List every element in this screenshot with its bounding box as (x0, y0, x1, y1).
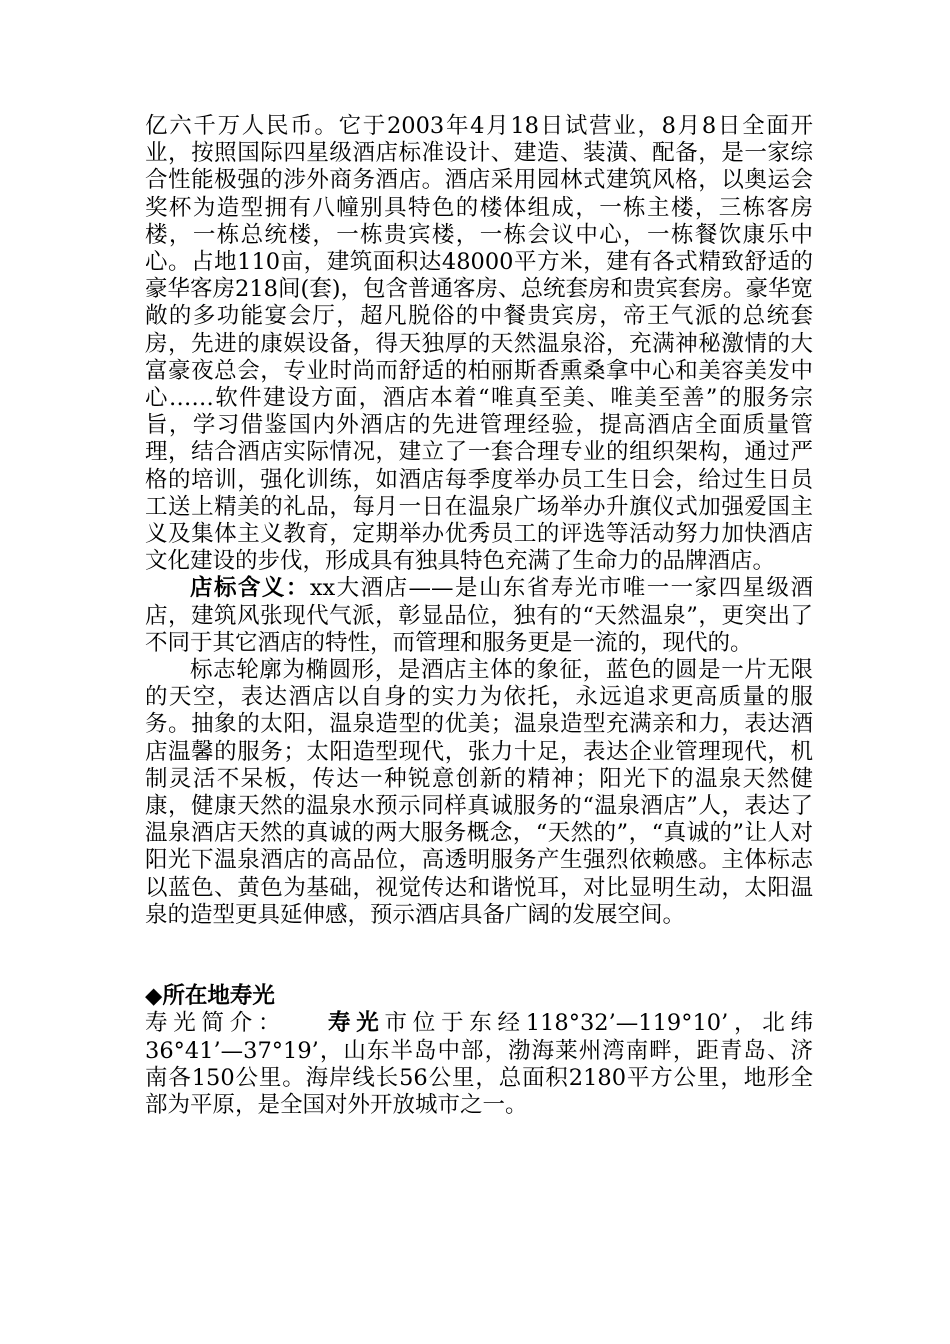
shouguang-bold-name: 寿光 (322, 1010, 385, 1037)
document-page (145, 113, 813, 1119)
shouguang-intro-label: 寿光简介： (145, 1010, 287, 1037)
shouguang-intro-text: 市位于东经118°32’—119°10’，北纬36°41’—37°19’，山东半岛中部，渤海莱州湾南畔，距青岛、济南各150公里。海岸线长56公里，总面积2180平方公里，地形全部为平原，是全国对外开放城市之一。 (145, 1010, 813, 1118)
logo-meaning-label: 店标含义： (190, 575, 310, 602)
blank-gap (145, 929, 813, 983)
paragraph-shouguang-intro (145, 1010, 813, 1119)
section-heading (145, 983, 813, 1010)
paragraph-hotel-intro: 亿六千万人民币。它于2003年4月18日试营业，8月8日全面开业，按照国际四星级酒店标准设计、建造、装潢、配备，是一家综合性能极强的涉外商务酒店。酒店采用园林式建筑风格，以奥运会奖杯为造型拥有八幢别具特色的楼体组成，一栋主楼，三栋客房楼，一栋总统楼，一栋贵宾楼，一栋会议中心，一栋餐饮康乐中心。占地110亩，建筑面积达48000平方米，建有各式精致舒适的豪华客房218间(套)，包含普通客房、总统套房和贵宾套房。豪华宽敞的多功能宴会厅，超凡脱俗的中餐贵宾房，帝王气派的总统套房，先进的康娱设备，得天独厚的天然温泉浴，充满神秘激情的大富豪夜总会，专业时尚而舒适的柏丽斯香熏桑拿中心和美容美发中心……软件建设方面，酒店本着“唯真至美、唯美至善”的服务宗旨，学习借鉴国内外酒店的先进管理经验，提高酒店全面质量管理，结合酒店实际情况，建立了一套合理专业的组织架构，通过严格的培训，强化训练，如酒店每季度举办员工生日会，给过生日员工送上精美的礼品，每月一日在温泉广场举办升旗仪式加强爱国主义及集体主义教育，定期举办优秀员工的评选等活动努力加快酒店文化建设的步伐，形成具有独具特色充满了生命力的品牌酒店。 (145, 113, 814, 575)
logo-meaning-text: xx大酒店——是山东省寿光市唯一一家四星级酒店，建筑风张现代气派，彰显品位，独有的“天然温泉”，更突出了不同于其它酒店的特性，而管理和服务更是一流的，现代的。 (145, 575, 813, 656)
paragraph-logo-description: 标志轮廓为椭圆形，是酒店主体的象征，蓝色的圆是一片无限的天空，表达酒店以自身的实力为依托，永远追求更高质量的服务。抽象的太阳，温泉造型的优美；温泉造型充满亲和力，表达酒店温馨的服务；太阳造型现代，张力十足，表达企业管理现代，机制灵活不呆板，传达一种锐意创新的精神；阳光下的温泉天然健康，健康天然的温泉水预示同样真诚服务的“温泉酒店”人，表达了温泉酒店天然的真诚的两大服务概念，“天然的”，“真诚的”让人对阳光下温泉酒店的高品位，高透明服务产生强烈依赖感。主体标志以蓝色、黄色为基础，视觉传达和谐悦耳，对比显明生动，太阳温泉的造型更具延伸感，预示酒店具备广阔的发展空间。 (145, 657, 813, 928)
section-title: 所在地寿光 (162, 983, 275, 1010)
paragraph-logo-meaning (145, 575, 813, 657)
diamond-bullet-icon: ◆ (145, 983, 163, 1010)
